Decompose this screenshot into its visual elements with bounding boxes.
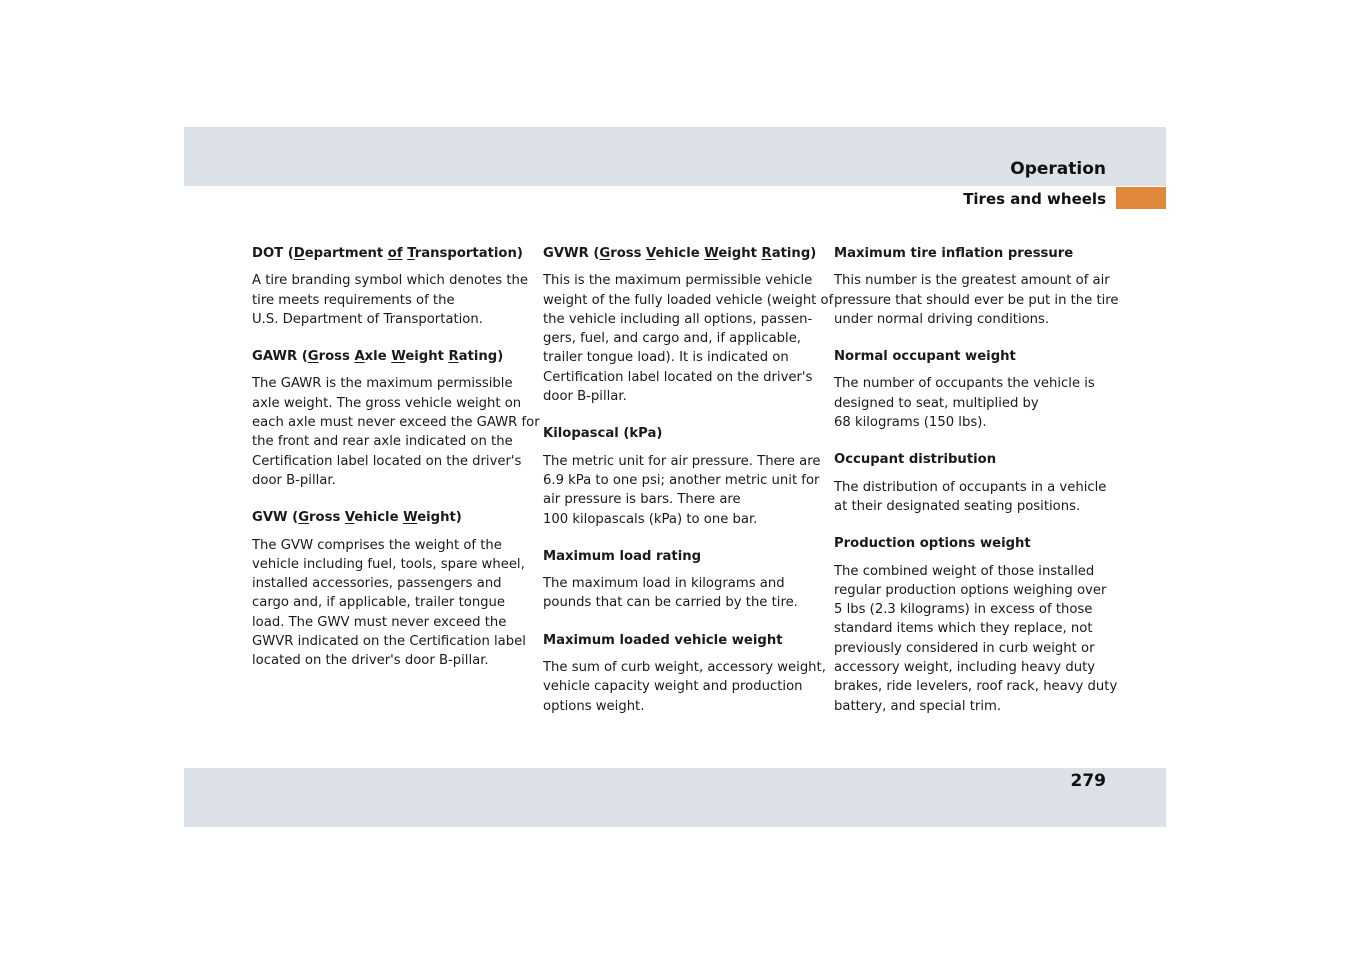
definition-line: located on the driver's door B-pillar.	[252, 653, 489, 669]
definition-line: 6.9 kPa to one psi; another metric unit for	[543, 472, 820, 488]
definition-line: door B-pillar.	[543, 389, 627, 405]
glossary-entry	[834, 244, 1119, 329]
term-underlined-letter: G	[599, 246, 611, 261]
definition-line: The GVW comprises the weight of the	[252, 537, 502, 553]
definition-line: under normal driving conditions.	[834, 311, 1050, 327]
definition-line: A tire branding symbol which denotes the	[252, 273, 528, 289]
term-underlined-letter: R	[448, 349, 459, 365]
definition-line: door B-pillar.	[252, 472, 336, 488]
glossary-entry	[834, 450, 1106, 516]
definition-line: each axle must never exceed the GAWR for	[252, 415, 540, 431]
glossary-term	[252, 508, 524, 527]
term-underlined-letter: R	[761, 246, 772, 261]
term-text: Normal occupant weight	[834, 349, 1016, 365]
definition-line: axle weight. The gross vehicle weight on	[252, 395, 522, 411]
term-text: ehicle	[354, 510, 404, 526]
definition-line: The metric unit for air pressure. There are	[543, 453, 821, 469]
term-text: Kilopascal (kPa)	[543, 426, 663, 442]
glossary-column-2	[543, 244, 834, 734]
glossary-definition	[834, 374, 1106, 432]
term-underlined-letter: V	[344, 510, 355, 526]
definition-line: regular production options weighing over	[834, 582, 1107, 598]
term-text: ross	[610, 246, 647, 261]
term-text: ehicle	[655, 246, 705, 261]
page-number: 279	[1070, 771, 1106, 791]
glossary-column-3	[834, 244, 1119, 734]
definition-line: 5 lbs (2.3 kilograms) in excess of those	[834, 602, 1093, 618]
term-text: xle	[364, 349, 392, 365]
definition-line: the vehicle including all options, passen-	[543, 311, 813, 327]
definition-line: The distribution of occupants in a vehicle	[834, 479, 1107, 495]
definition-line: This number is the greatest amount of air	[834, 273, 1110, 289]
glossary-definition	[834, 478, 1106, 517]
definition-line: brakes, ride levelers, roof rack, heavy duty	[834, 679, 1118, 695]
term-text: Maximum load rating	[543, 548, 702, 564]
glossary-term	[834, 244, 1106, 263]
term-underlined-letter: W	[403, 510, 418, 526]
term-text: ross	[309, 510, 345, 526]
glossary-term	[543, 631, 815, 650]
definition-line: installed accessories, passengers and	[252, 576, 502, 592]
term-text: ross	[318, 349, 355, 365]
glossary-definition	[543, 658, 826, 716]
definition-line: vehicle capacity weight and production	[543, 679, 803, 695]
term-underlined-letter: T	[407, 246, 415, 261]
glossary-entry	[834, 347, 1106, 432]
definition-line: options weight.	[543, 698, 645, 714]
definition-line: battery, and special trim.	[834, 698, 1002, 714]
glossary-column-1	[252, 244, 540, 689]
definition-line: standard items which they replace, not	[834, 621, 1093, 637]
glossary-definition	[252, 536, 524, 671]
term-underlined-letter: W	[391, 349, 406, 365]
definition-line: This is the maximum permissible vehicle	[543, 273, 813, 289]
definition-line: The combined weight of those installed	[834, 563, 1095, 579]
term-text: eight)	[417, 510, 462, 526]
footer-band	[184, 768, 1166, 827]
term-underlined-letter: V	[646, 246, 656, 261]
term-text: GVWR (	[543, 246, 600, 261]
term-text: DOT (	[252, 246, 294, 261]
term-underlined-letter: D	[293, 246, 305, 261]
glossary-entry	[543, 547, 815, 613]
term-text: epartment	[304, 246, 388, 261]
definition-line: The GAWR is the maximum permissible	[252, 376, 513, 392]
glossary-term	[834, 534, 1106, 553]
term-underlined-letter: W	[704, 246, 719, 261]
definition-line: the front and rear axle indicated on the	[252, 434, 513, 450]
term-text: eight	[405, 349, 449, 365]
glossary-definition	[834, 271, 1119, 329]
definition-line: The sum of curb weight, accessory weight,	[543, 660, 826, 676]
term-underlined-letter: A	[354, 349, 365, 365]
definition-line: previously considered in curb weight or	[834, 640, 1095, 656]
definition-line: U.S. Department of Transportation.	[252, 311, 483, 327]
definition-line: at their designated seating positions.	[834, 498, 1081, 514]
definition-line: GWVR indicated on the Certification label	[252, 634, 526, 650]
definition-line: load. The GWV must never exceed the	[252, 614, 507, 630]
glossary-term	[834, 450, 1106, 469]
definition-line: The number of occupants the vehicle is	[834, 376, 1095, 392]
glossary-definition	[543, 452, 821, 529]
definition-line: cargo and, if applicable, trailer tongue	[252, 595, 506, 611]
glossary-term	[252, 347, 524, 366]
definition-line: trailer tongue load). It is indicated on	[543, 350, 789, 366]
glossary-entry	[834, 534, 1118, 716]
definition-line: accessory weight, including heavy duty	[834, 660, 1096, 676]
definition-line: tire meets requirements of the	[252, 292, 455, 308]
term-text: GVW (	[252, 510, 299, 526]
definition-line: pounds that can be carried by the tire.	[543, 595, 798, 611]
glossary-entry	[252, 508, 524, 670]
glossary-definition	[834, 562, 1118, 716]
term-text: GAWR (	[252, 349, 308, 365]
glossary-term	[543, 547, 815, 566]
definition-line: pressure that should ever be put in the tire	[834, 292, 1119, 308]
glossary-term	[252, 244, 524, 263]
term-text: ransportation)	[414, 246, 523, 261]
term-underlined-letter: G	[307, 349, 319, 365]
definition-line: The maximum load in kilograms and	[543, 576, 785, 592]
definition-line: Certification label located on the driver's	[252, 453, 522, 469]
definition-line: air pressure is bars. There are	[543, 492, 741, 508]
definition-line: designed to seat, multiplied by	[834, 395, 1039, 411]
term-text: eight	[718, 246, 762, 261]
glossary-term	[543, 244, 815, 263]
term-text: Production options weight	[834, 536, 1031, 552]
glossary-definition	[252, 271, 528, 329]
glossary-entry	[252, 244, 528, 329]
glossary-term	[543, 424, 815, 443]
term-text: Maximum tire inflation pressure	[834, 246, 1074, 261]
glossary-entry	[543, 244, 834, 406]
glossary-entry	[252, 347, 540, 490]
section-title: Operation	[1010, 159, 1106, 179]
term-underlined-letter: o	[387, 246, 397, 261]
definition-line: 68 kilograms (150 lbs).	[834, 415, 987, 431]
definition-line: weight of the fully loaded vehicle (weight of	[543, 292, 834, 308]
definition-line: 100 kilopascals (kPa) to one bar.	[543, 511, 758, 527]
term-text: ating)	[771, 246, 817, 261]
section-marker-tab	[1116, 187, 1166, 209]
glossary-definition	[543, 271, 834, 406]
term-text: Occupant distribution	[834, 452, 997, 468]
definition-line: gers, fuel, and cargo and, if applicable,	[543, 331, 801, 347]
term-underlined-letter: G	[298, 510, 310, 526]
glossary-entry	[543, 424, 821, 528]
term-underlined-letter: f	[396, 246, 403, 261]
glossary-term	[834, 347, 1106, 366]
definition-line: Certification label located on the driver's	[543, 369, 813, 385]
term-text: Maximum loaded vehicle weight	[543, 632, 783, 648]
glossary-definition	[252, 374, 540, 490]
glossary-entry	[543, 631, 826, 716]
term-text: ating)	[458, 349, 504, 365]
subsection-title: Tires and wheels	[963, 190, 1106, 208]
definition-line: vehicle including fuel, tools, spare wheel,	[252, 556, 525, 572]
glossary-definition	[543, 574, 815, 613]
